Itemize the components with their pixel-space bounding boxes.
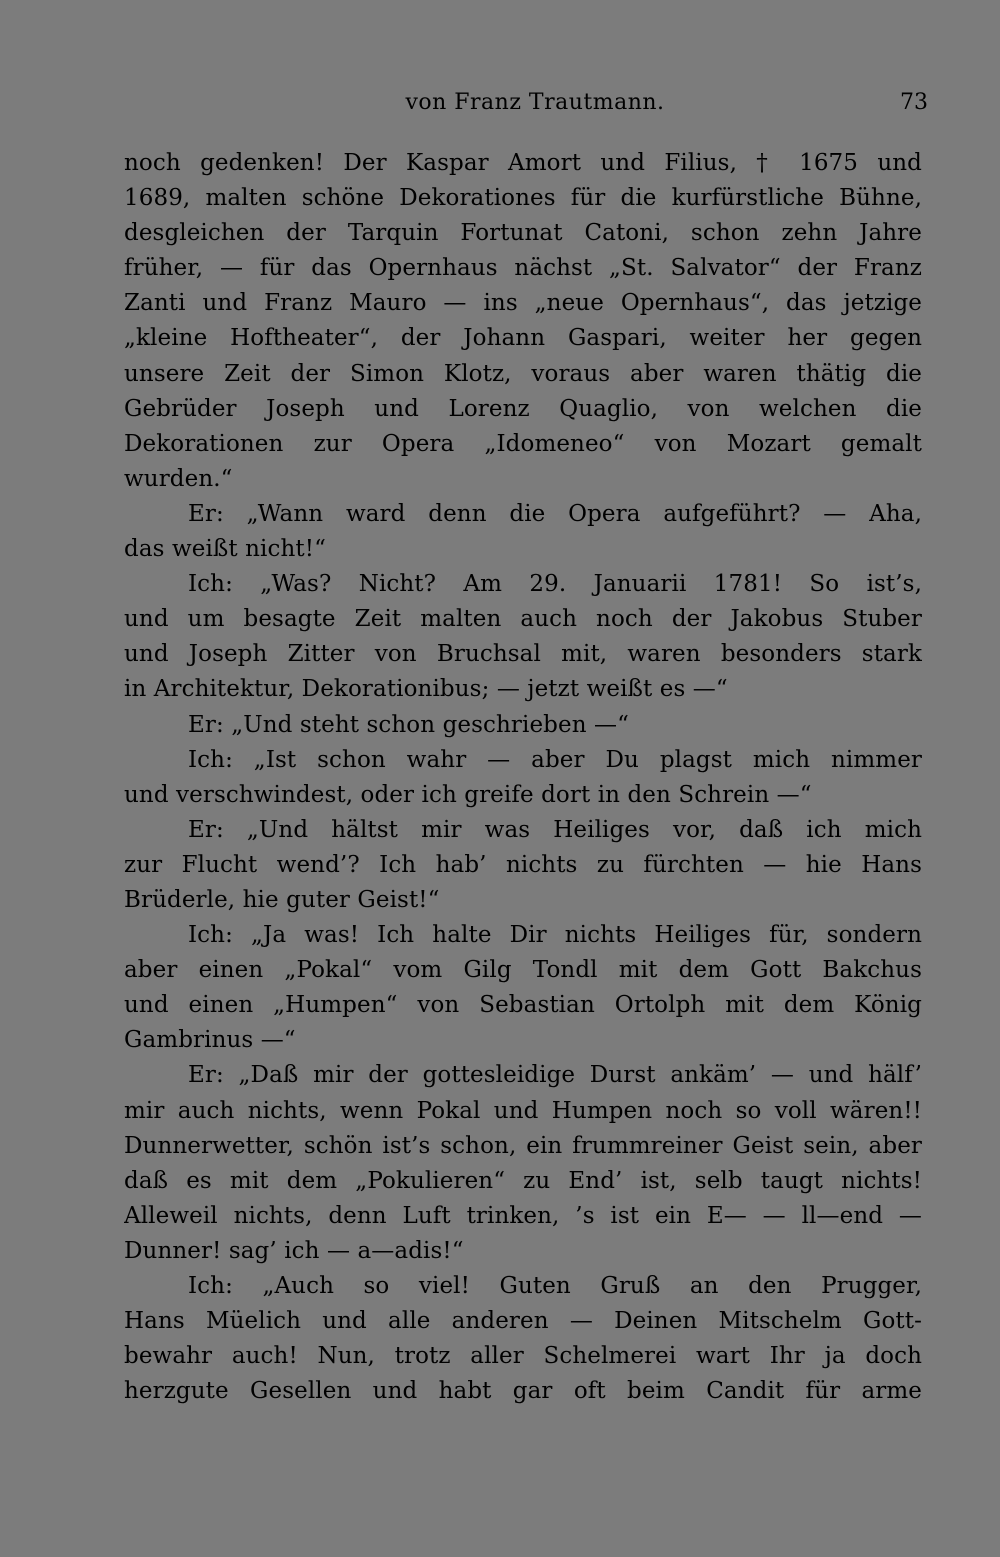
- text-line: und einen „Humpen“ von Sebastian Ortolph mit dem König: [124, 992, 922, 1019]
- text-line: Ich: „Ist schon wahr — aber Du plagst mich nimmer: [188, 746, 922, 773]
- text-line: Gebrüder Joseph und Lorenz Quaglio, von welchen die: [124, 395, 922, 422]
- body-text: [124, 146, 922, 1409]
- text-line: Er: „Daß mir der gottesleidige Durst ankäm’ — und hälf’: [188, 1062, 922, 1089]
- text-line: Zanti und Franz Mauro — ins „neue Opernhaus“, das jetzige: [124, 290, 922, 317]
- text-line: Ich: „Ja was! Ich halte Dir nichts Heiliges für, sondern: [188, 922, 922, 949]
- text-line: desgleichen der Tarquin Fortunat Catoni, schon zehn Jahre: [124, 220, 922, 247]
- text-line: Er: „Wann ward denn die Opera aufgeführt? — Aha,: [188, 500, 922, 527]
- text-line: und verschwindest, oder ich greife dort in den Schrein —“: [124, 781, 812, 808]
- text-line: Gambrinus —“: [124, 1027, 296, 1054]
- text-line: zur Flucht wend’? Ich hab’ nichts zu fürchten — hie Hans: [124, 851, 922, 878]
- page-number: 73: [900, 90, 928, 115]
- text-line: und Joseph Zitter von Bruchsal mit, waren besonders stark: [124, 641, 922, 668]
- text-line: Ich: „Was? Nicht? Am 29. Januarii 1781! So ist’s,: [188, 571, 922, 598]
- text-line: früher, — für das Opernhaus nächst „St. Salvator“ der Franz: [124, 255, 922, 282]
- text-line: Brüderle, hie guter Geist!“: [124, 886, 440, 913]
- text-line: wurden.“: [124, 465, 233, 492]
- text-line: „kleine Hoftheater“, der Johann Gaspari, weiter her gegen: [124, 325, 922, 352]
- text-line: 1689, malten schöne Dekorationes für die kurfürstliche Bühne,: [124, 185, 922, 212]
- text-line: Dekorationen zur Opera „Idomeneo“ von Mozart gemalt: [124, 430, 922, 457]
- text-line: Ich: „Auch so viel! Guten Gruß an den Prugger,: [188, 1273, 922, 1299]
- text-line: aber einen „Pokal“ vom Gilg Tondl mit dem Gott Bakchus: [124, 957, 922, 984]
- text-line: Er: „Und hältst mir was Heiliges vor, daß ich mich: [188, 816, 922, 843]
- text-line: Dunnerwetter, schön ist’s schon, ein frummreiner Geist sein, aber: [124, 1132, 922, 1159]
- text-line: noch gedenken! Der Kaspar Amort und Filius, † 1675 und: [124, 150, 922, 176]
- text-line: bewahr auch! Nun, trotz aller Schelmerei wart Ihr ja doch: [124, 1343, 922, 1370]
- text-line: mir auch nichts, wenn Pokal und Humpen noch so voll wären!!: [124, 1097, 922, 1124]
- text-line: Dunner! sag’ ich — a—adis!“: [124, 1237, 464, 1264]
- text-line: Er: „Und steht schon geschrieben —“: [188, 711, 629, 738]
- text-line: in Architektur, Dekorationibus; — jetzt weißt es —“: [124, 676, 728, 703]
- text-line: Alleweil nichts, denn Luft trinken, ’s ist ein E— — ll—end —: [124, 1202, 922, 1229]
- text-line: herzgute Gesellen und habt gar oft beim Candit für arme: [124, 1378, 922, 1405]
- text-line: Hans Müelich und alle anderen — Deinen Mitschelm Gott-: [124, 1308, 922, 1335]
- text-line: das weißt nicht!“: [124, 536, 326, 563]
- text-line: daß es mit dem „Pokulieren“ zu End’ ist, selb taugt nichts!: [124, 1167, 922, 1194]
- running-title: von Franz Trautmann.: [405, 90, 665, 115]
- text-line: unsere Zeit der Simon Klotz, voraus aber waren thätig die: [124, 360, 922, 387]
- text-line: und um besagte Zeit malten auch noch der Jakobus Stuber: [124, 606, 922, 633]
